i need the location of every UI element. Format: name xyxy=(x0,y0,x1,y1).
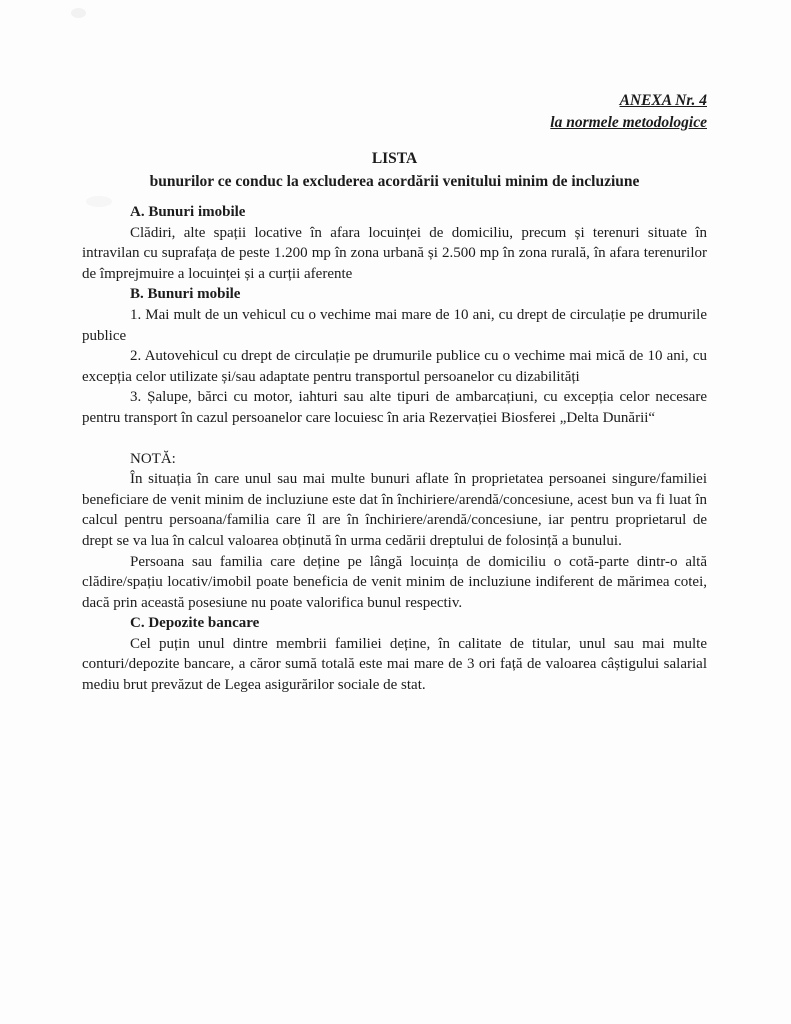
annex-header xyxy=(82,90,707,134)
section-spacer xyxy=(82,429,707,449)
scan-artifact xyxy=(71,8,86,18)
document-subtitle: bunurilor ce conduc la excluderea acordării venitului minim de incluziune xyxy=(149,173,640,190)
document-title: LISTA xyxy=(371,150,418,167)
scan-artifact xyxy=(86,196,112,207)
section-a-heading: A. Bunuri imobile xyxy=(130,204,246,220)
annex-number: ANEXA Nr. 4 xyxy=(619,92,707,109)
document-body xyxy=(82,202,707,696)
section-c-heading: C. Depozite bancare xyxy=(130,615,260,632)
section-a-text: Clădiri, alte spații locative în afara locuinței de domiciliu, precum și terenuri situate în intravilan cu suprafața de peste 1.200 mp în zona urbană și 2.500 mp în zona rurală, în afara terenurilor de împrejmuire a locuinței și a curții aferente xyxy=(82,224,707,282)
section-c-text: Cel puțin unul dintre membrii familiei deține, în calitate de titular, unul sau mai multe conturi/depozite bancare, a căror sumă totală este mai mare de 3 ori față de valoarea câștigului salarial mediu brut prevăzut de Legea asigurărilor sociale de stat. xyxy=(82,635,707,694)
note-label: NOTĂ: xyxy=(130,450,176,467)
title-block xyxy=(82,147,707,193)
note-paragraph-2: Persoana sau familia care deține pe lângă locuința de domiciliu o cotă-parte dintr-o altă clădire/spațiu locativ/imobil poate beneficia de venit minim de incluziune indiferent de mărimea cotei, dacă prin această posesiune nu poate valorifica bunul respectiv. xyxy=(82,553,707,611)
section-b-item-2: 2. Autovehicul cu drept de circulație pe drumurile publice cu o vechime mai mică de 10 ani, cu excepția celor utilizate și/sau adaptate pentru transportul persoanelor cu dizabilități xyxy=(82,348,707,385)
section-b-heading: B. Bunuri mobile xyxy=(130,286,241,303)
section-b-item-3: 3. Șalupe, bărci cu motor, iahturi sau alte tipuri de ambarcațiuni, cu excepția celor necesare pentru transport în cazul persoanelor care locuiesc în aria Rezervației Biosferei „Delta Dunării“ xyxy=(82,389,707,426)
annex-reference: la normele metodologice xyxy=(550,114,707,131)
note-paragraph-1: În situația în care unul sau mai multe bunuri aflate în proprietatea persoanei singure/familiei beneficiare de venit minim de incluziune este dat în închiriere/arendă/concesiune, acest bun va fi luat în calcul pentru persoana/familia care îl are în închiriere/arendă/concesiune, iar pentru proprietarul de drept se va lua în calcul valoarea obținută în urma cedării dreptului de folosință a bunului. xyxy=(82,471,707,549)
section-b-item-1: 1. Mai mult de un vehicul cu o vechime mai mare de 10 ani, cu drept de circulație pe drumurile publice xyxy=(82,306,707,344)
